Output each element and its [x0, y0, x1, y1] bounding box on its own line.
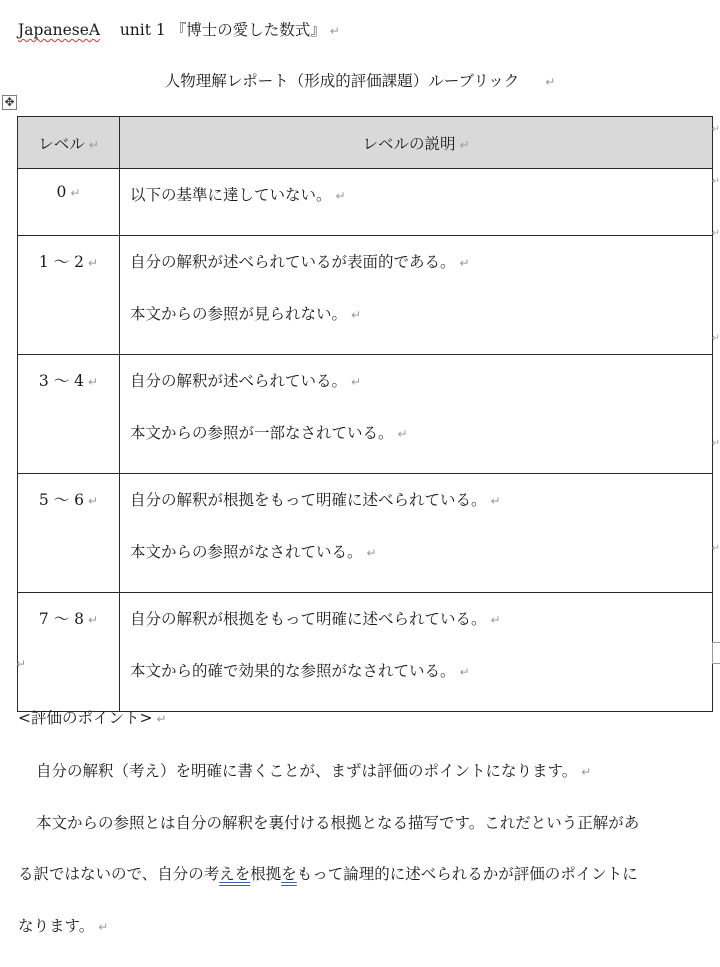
rubric-title-text: 人物理解レポート（形成的評価課題）ルーブリック: [164, 72, 520, 90]
empty-paragraph: ↵: [16, 657, 27, 671]
description-cell: 以下の基準に達していない。 ↵: [120, 169, 713, 236]
points-paragraph-2-line-3: なります。 ↵: [18, 917, 109, 935]
rubric-table: [17, 116, 713, 712]
table-move-handle-icon[interactable]: ✥: [2, 95, 17, 110]
row-end-mark-icon: ↵: [711, 543, 720, 554]
points-paragraph-1: 自分の解釈（考え）を明確に書くことが、まずは評価のポイントになります。 ↵: [36, 762, 592, 780]
rubric-title: [0, 69, 720, 91]
row-end-mark-icon: ↵: [711, 333, 720, 344]
level-cell: 5 〜 6 ↵: [18, 474, 120, 593]
level-cell: 3 〜 4 ↵: [18, 355, 120, 474]
level-cell: 1 〜 2 ↵: [18, 236, 120, 355]
row-end-mark-icon: ↵: [711, 438, 720, 449]
column-header-level: レベル ↵: [18, 117, 120, 169]
paragraph-mark-icon: ↵: [329, 24, 340, 38]
points-heading: <評価のポイント> ↵: [18, 709, 167, 727]
description-cell: 自分の解釈が述べられている。 ↵ 本文からの参照が一部なされている。 ↵: [120, 355, 713, 474]
level-cell: 0 ↵: [18, 169, 120, 236]
course-name: JapaneseA: [18, 21, 101, 39]
table-row: [18, 169, 713, 236]
description-cell: 自分の解釈が根拠をもって明確に述べられている。 ↵ 本文からの参照がなされている。 ↵: [120, 474, 713, 593]
table-header-row: [18, 117, 713, 169]
column-header-description: レベルの説明 ↵: [120, 117, 713, 169]
unit-title: unit 1 『博士の愛した数式』: [119, 21, 326, 39]
row-end-mark-icon: ↵: [711, 124, 720, 135]
table-row: [18, 593, 713, 712]
table-row: [18, 355, 713, 474]
points-paragraph-2-line-2: る訳ではないので、自分の考えを根拠をもって論理的に述べられるかが評価のポイントに: [18, 865, 638, 883]
level-cell: 7 〜 8 ↵: [18, 593, 120, 712]
row-end-mark-icon: ↵: [711, 176, 720, 187]
table-row: [18, 474, 713, 593]
table-row: [18, 236, 713, 355]
description-cell: 自分の解釈が根拠をもって明確に述べられている。 ↵ 本文から的確で効果的な参照がなされている。 ↵: [120, 593, 713, 712]
document-title: [18, 18, 340, 40]
row-end-mark-icon: ↵: [711, 228, 720, 239]
points-paragraph-2-line-1: 本文からの参照とは自分の解釈を裏付ける根拠となる描写です。これだという正解があ: [36, 814, 640, 832]
description-cell: 自分の解釈が述べられているが表面的である。 ↵ 本文からの参照が見られない。 ↵: [120, 236, 713, 355]
table-resize-handle[interactable]: [712, 642, 720, 664]
paragraph-mark-icon: ↵: [545, 75, 556, 89]
